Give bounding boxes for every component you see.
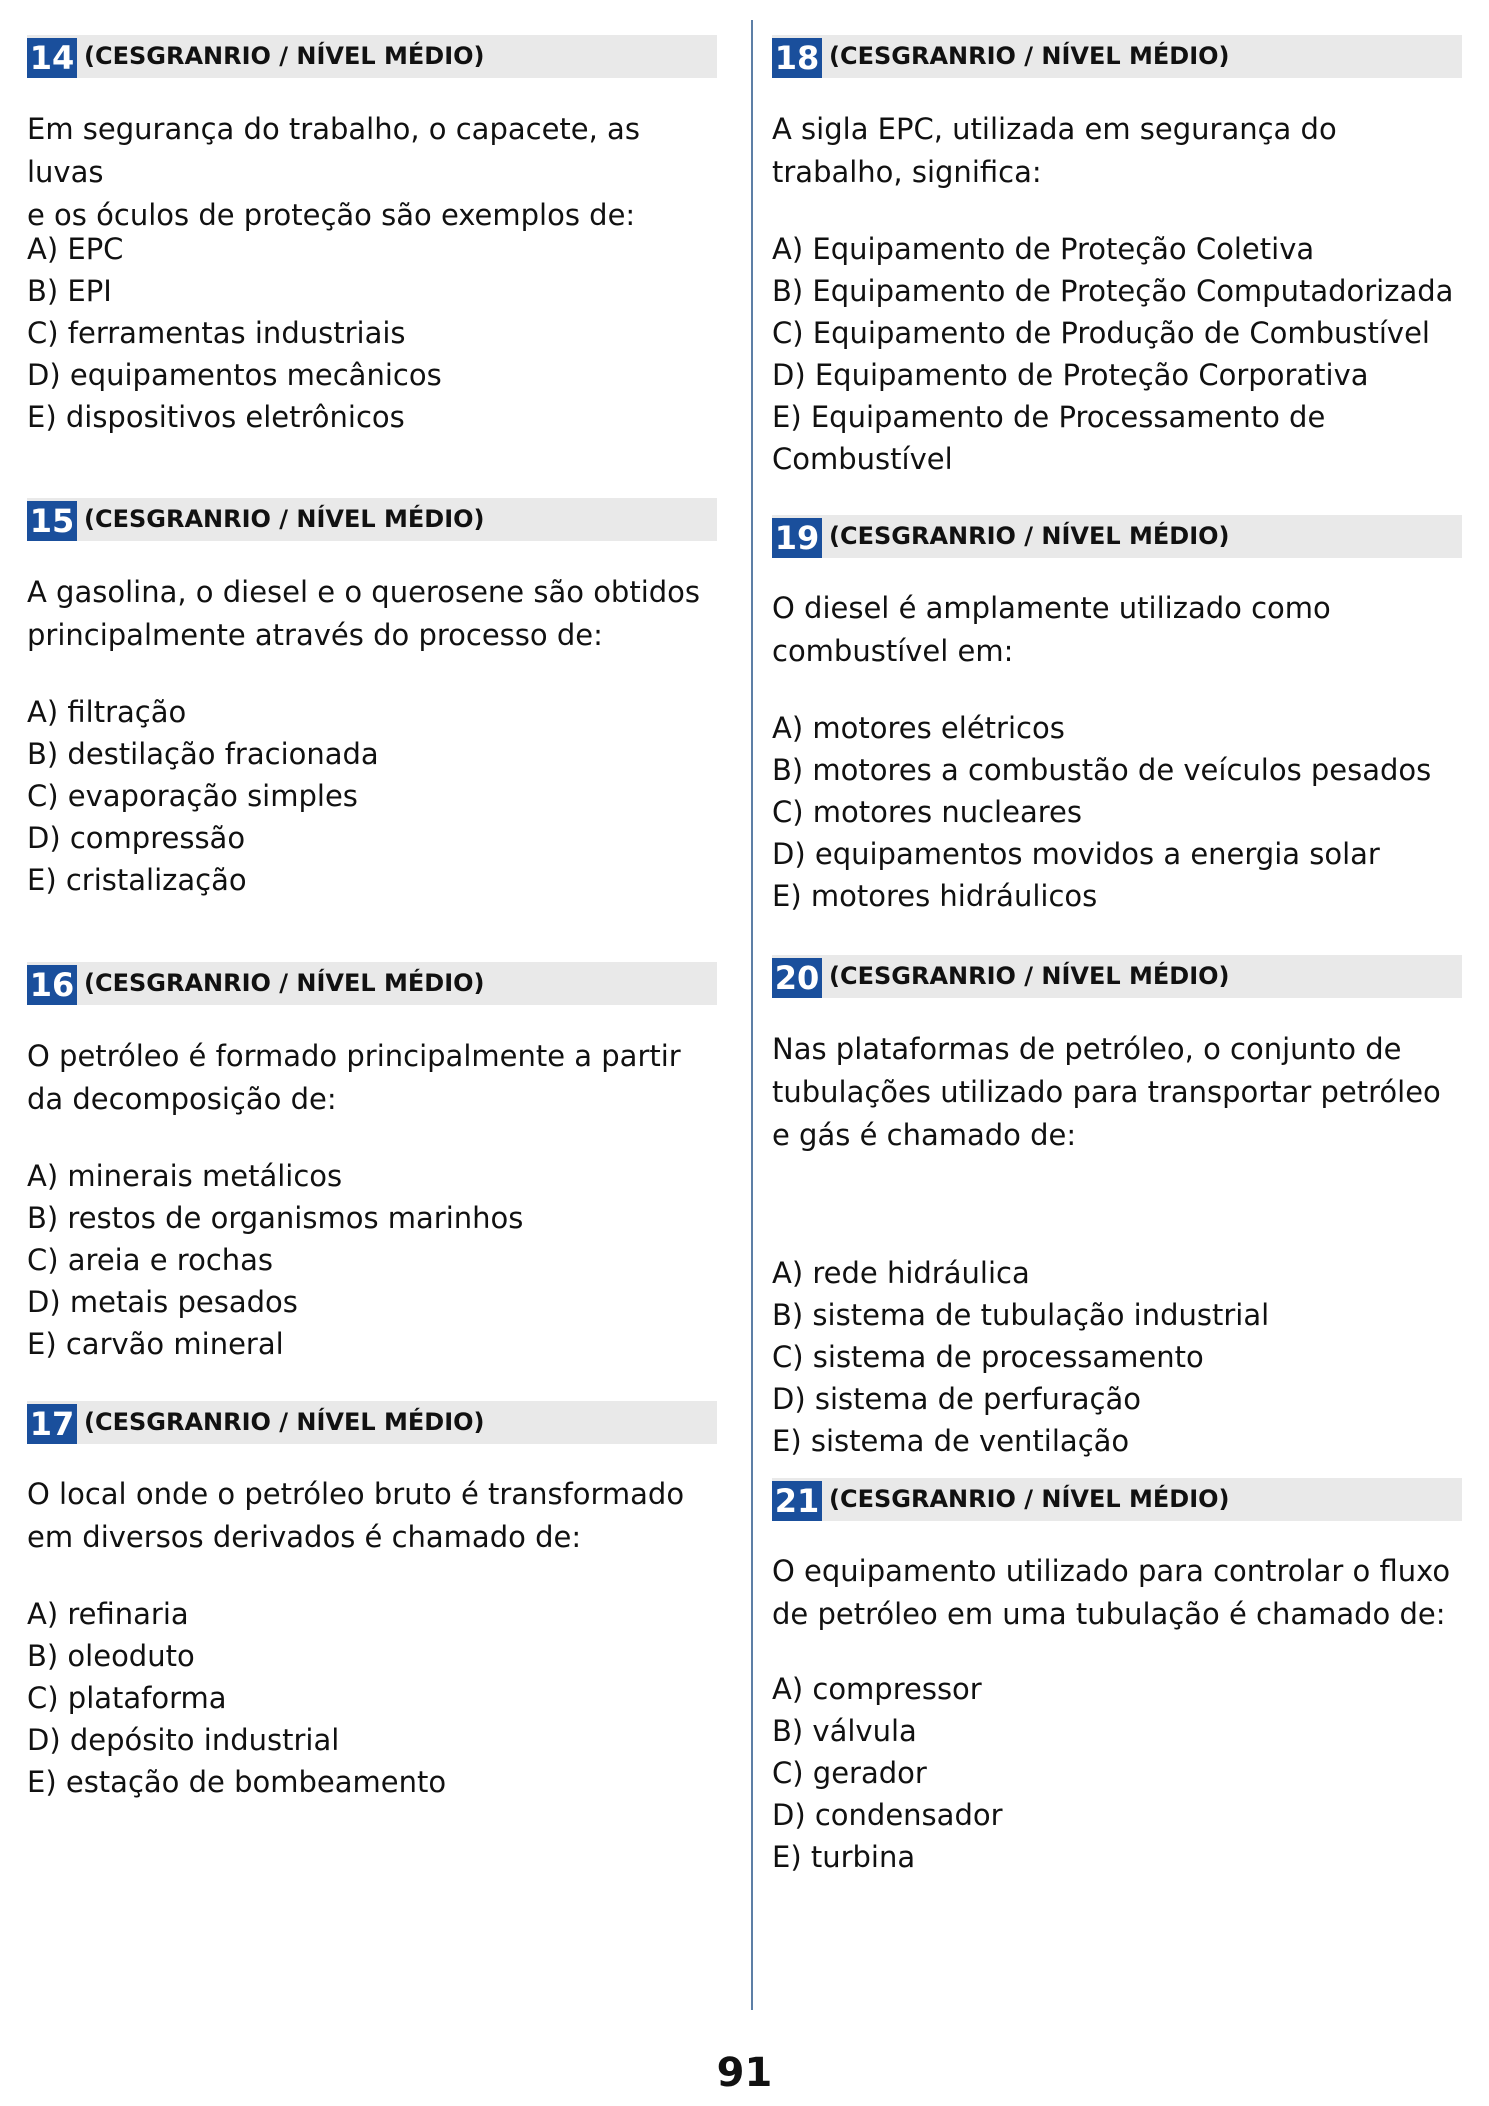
- question-statement-line: O local onde o petróleo bruto é transformado: [27, 1477, 685, 1511]
- question-statement-line: principalmente através do processo de:: [27, 618, 603, 652]
- question-statement: [772, 1028, 1462, 1157]
- answer-option: B) sistema de tubulação industrial: [772, 1298, 1270, 1332]
- answer-option: D) Equipamento de Proteção Corporativa: [772, 358, 1369, 392]
- question-source: (CESGRANRIO / NÍVEL MÉDIO): [829, 1485, 1230, 1513]
- question-statement-line: Nas plataformas de petróleo, o conjunto de: [772, 1032, 1402, 1066]
- answer-option: C) plataforma: [27, 1681, 227, 1715]
- answer-option: E) turbina: [772, 1840, 916, 1874]
- answer-option: C) Equipamento de Produção de Combustível: [772, 316, 1430, 350]
- answer-options: [772, 228, 1462, 480]
- answer-options: [772, 707, 1462, 917]
- question-statement-line: e os óculos de proteção são exemplos de:: [27, 198, 636, 232]
- answer-option: B) oleoduto: [27, 1639, 195, 1673]
- answer-option: A) refinaria: [27, 1597, 189, 1631]
- answer-option: D) depósito industrial: [27, 1723, 340, 1757]
- answer-option: D) metais pesados: [27, 1285, 298, 1319]
- question-header: [27, 962, 717, 1005]
- answer-options: [27, 691, 717, 901]
- answer-options: [27, 1155, 717, 1365]
- answer-option: A) EPC: [27, 232, 124, 266]
- answer-options: [27, 1593, 717, 1803]
- question-number-badge: 15: [27, 501, 77, 541]
- question-statement-line: e gás é chamado de:: [772, 1118, 1077, 1152]
- question-source: (CESGRANRIO / NÍVEL MÉDIO): [84, 42, 485, 70]
- question-statement: [772, 108, 1462, 194]
- answer-option: E) cristalização: [27, 863, 247, 897]
- answer-option: E) motores hidráulicos: [772, 879, 1098, 913]
- answer-option: A) minerais metálicos: [27, 1159, 343, 1193]
- question-statement-line: tubulações utilizado para transportar petróleo: [772, 1075, 1441, 1109]
- answer-option: B) destilação fracionada: [27, 737, 379, 771]
- answer-option: E) dispositivos eletrônicos: [27, 400, 405, 434]
- question-source: (CESGRANRIO / NÍVEL MÉDIO): [829, 522, 1230, 550]
- answer-option: E) carvão mineral: [27, 1327, 284, 1361]
- answer-option: D) compressão: [27, 821, 246, 855]
- question-source: (CESGRANRIO / NÍVEL MÉDIO): [84, 1408, 485, 1436]
- question-source: (CESGRANRIO / NÍVEL MÉDIO): [829, 962, 1230, 990]
- question-header: [772, 1478, 1462, 1521]
- question-statement: [27, 108, 717, 237]
- answer-option: A) compressor: [772, 1672, 982, 1706]
- question-statement-line: em diversos derivados é chamado de:: [27, 1520, 582, 1554]
- question-header: [27, 498, 717, 541]
- question-statement-line: combustível em:: [772, 634, 1014, 668]
- question-header: [772, 35, 1462, 78]
- answer-option: C) sistema de processamento: [772, 1340, 1204, 1374]
- question-source: (CESGRANRIO / NÍVEL MÉDIO): [84, 505, 485, 533]
- answer-option: C) evaporação simples: [27, 779, 358, 813]
- question-statement-line: Em segurança do trabalho, o capacete, as luvas: [27, 112, 640, 189]
- answer-option: A) rede hidráulica: [772, 1256, 1030, 1290]
- question-statement: [772, 1550, 1462, 1636]
- answer-option: C) gerador: [772, 1756, 927, 1790]
- answer-option: E) estação de bombeamento: [27, 1765, 447, 1799]
- question-statement: [27, 571, 717, 657]
- column-divider: [751, 20, 753, 2010]
- answer-option: E) sistema de ventilação: [772, 1424, 1130, 1458]
- answer-option: C) ferramentas industriais: [27, 316, 406, 350]
- question-number-badge: 18: [772, 38, 822, 78]
- answer-option: E) Equipamento de Processamento de: [772, 400, 1326, 434]
- question-source: (CESGRANRIO / NÍVEL MÉDIO): [829, 42, 1230, 70]
- answer-option: B) Equipamento de Proteção Computadorizada: [772, 274, 1454, 308]
- question-statement-line: da decomposição de:: [27, 1082, 337, 1116]
- question-number-badge: 21: [772, 1481, 822, 1521]
- question-source: (CESGRANRIO / NÍVEL MÉDIO): [84, 969, 485, 997]
- question-statement-line: O equipamento utilizado para controlar o fluxo: [772, 1554, 1451, 1588]
- answer-option: D) equipamentos movidos a energia solar: [772, 837, 1380, 871]
- answer-option: B) EPI: [27, 274, 112, 308]
- answer-option: B) restos de organismos marinhos: [27, 1201, 524, 1235]
- answer-options: [772, 1668, 1462, 1878]
- answer-option: A) Equipamento de Proteção Coletiva: [772, 232, 1315, 266]
- question-statement: [27, 1473, 717, 1559]
- question-statement-line: trabalho, significa:: [772, 155, 1042, 189]
- question-statement: [772, 587, 1462, 673]
- question-number-badge: 17: [27, 1404, 77, 1444]
- question-statement: [27, 1035, 717, 1121]
- question-number-badge: 20: [772, 958, 822, 998]
- answer-options: [27, 228, 717, 438]
- answer-option: A) motores elétricos: [772, 711, 1065, 745]
- question-statement-line: de petróleo em uma tubulação é chamado de:: [772, 1597, 1446, 1631]
- answer-option: A) filtração: [27, 695, 187, 729]
- answer-options: [772, 1252, 1462, 1462]
- question-header: [772, 515, 1462, 558]
- answer-option: D) sistema de perfuração: [772, 1382, 1141, 1416]
- answer-option: B) válvula: [772, 1714, 917, 1748]
- question-number-badge: 16: [27, 965, 77, 1005]
- question-statement-line: O diesel é amplamente utilizado como: [772, 591, 1331, 625]
- answer-option: D) equipamentos mecânicos: [27, 358, 442, 392]
- question-statement-line: O petróleo é formado principalmente a partir: [27, 1039, 681, 1073]
- answer-option: C) motores nucleares: [772, 795, 1082, 829]
- answer-option: C) areia e rochas: [27, 1243, 274, 1277]
- answer-option: B) motores a combustão de veículos pesados: [772, 753, 1432, 787]
- question-number-badge: 19: [772, 518, 822, 558]
- answer-option: Combustível: [772, 442, 953, 476]
- question-header: [27, 1401, 717, 1444]
- question-number-badge: 14: [27, 38, 77, 78]
- question-header: [772, 955, 1462, 998]
- question-statement-line: A gasolina, o diesel e o querosene são obtidos: [27, 575, 701, 609]
- answer-option: D) condensador: [772, 1798, 1003, 1832]
- question-statement-line: A sigla EPC, utilizada em segurança do: [772, 112, 1337, 146]
- question-header: [27, 35, 717, 78]
- page-number: 91: [716, 2050, 773, 2096]
